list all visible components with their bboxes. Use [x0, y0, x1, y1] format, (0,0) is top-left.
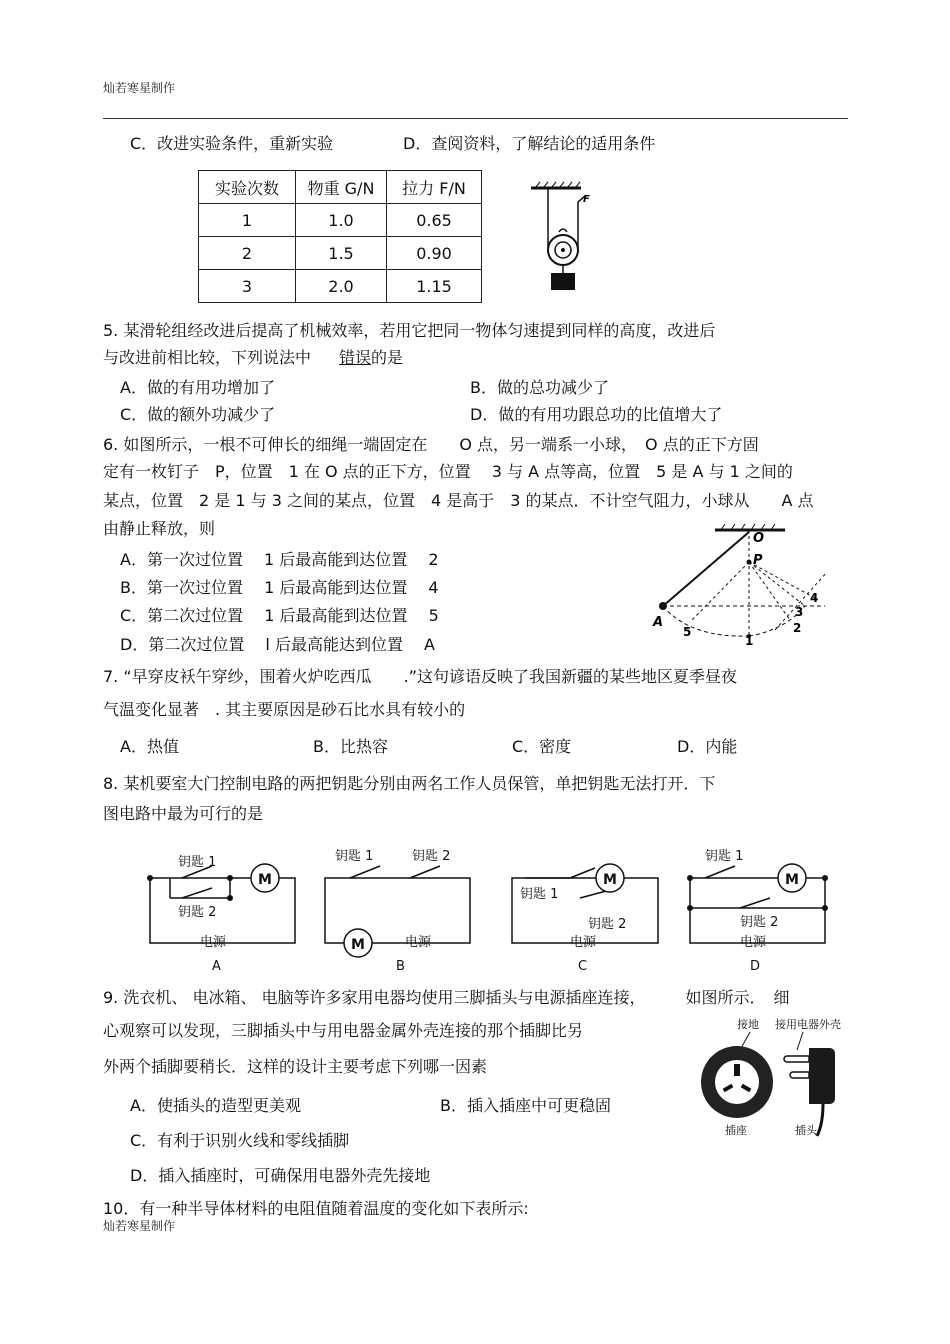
q9-option-d: D．插入插座时，可确保用电器外壳先接地	[130, 1166, 431, 1185]
label-plug: 插头	[795, 1124, 817, 1137]
q6-stem-4: 由静止释放，则	[103, 519, 216, 538]
motor-d: M	[785, 872, 799, 888]
q5-option-d: D．做的有用功跟总功的比值增大了	[470, 405, 723, 424]
table-header: 拉力 F/N	[387, 171, 482, 204]
q5-emphasis: 错误	[339, 348, 372, 367]
q5-stem-2-pre: 与改进前相比较，下列说法中	[103, 348, 312, 367]
key1-c: 钥匙 1	[520, 887, 559, 902]
circuit-letter-c: C	[578, 959, 588, 974]
label-4: 4	[810, 591, 819, 605]
table-cell: 1.5	[296, 237, 387, 270]
motor-a: M	[258, 872, 272, 888]
header-rule	[103, 118, 848, 119]
table-cell: 2.0	[296, 270, 387, 303]
label-1: 1	[745, 634, 754, 645]
table-row	[199, 237, 482, 270]
power-a: 电源	[200, 935, 227, 950]
q7-option-a: A．热值	[120, 737, 179, 756]
q9-option-a: A．使插头的造型更美观	[130, 1096, 301, 1115]
q8-stem-1: 8. 某机要室大门控制电路的两把钥匙分别由两名工作人员保管，单把钥匙无法打开．下	[103, 774, 716, 793]
label-5: 5	[683, 625, 692, 639]
q9-option-c: C．有利于识别火线和零线插脚	[130, 1131, 350, 1150]
q9-option-b: B．插入插座中可更稳固	[440, 1096, 611, 1115]
q6-option-b: B．第一次过位置 1 后最高能到达位置 4	[120, 578, 439, 597]
power-b: 电源	[405, 935, 432, 950]
table-cell: 3	[199, 270, 296, 303]
q6-stem-1: 6. 如图所示，一根不可伸长的细绳一端固定在 O 点，另一端系一小球， O 点的正下方固	[103, 435, 759, 454]
q7-option-d: D．内能	[677, 737, 738, 756]
key1-a: 钥匙 1	[178, 855, 217, 870]
motor-c: M	[603, 872, 617, 888]
q6-stem-3: 某点，位置 2 是 1 与 3 之间的某点，位置 4 是高于 3 的某点．不计空气阻力，小球从 A 点	[103, 491, 814, 510]
label-ground: 接地	[737, 1018, 759, 1031]
q9-stem-1: 9. 洗衣机、 电冰箱、 电脑等许多家用电器均使用三脚插头与电源插座连接， 如图所示． 细	[103, 988, 790, 1007]
key2-d: 钥匙 2	[740, 915, 779, 930]
q7-stem-1: 7. “早穿皮袄午穿纱，围着火炉吃西瓜 .”这句谚语反映了我国新疆的某些地区夏季昼夜	[103, 667, 738, 686]
motor-b: M	[351, 937, 365, 953]
q6-option-d: D．第二次过位置 l 后最高能达到位置 A	[120, 635, 435, 654]
key2-c: 钥匙 2	[588, 917, 627, 932]
label-socket: 插座	[725, 1124, 747, 1137]
key1-b: 钥匙 1	[335, 849, 374, 864]
circuit-letter-b: B	[396, 959, 405, 974]
q9-stem-2: 心观察可以发现，三脚插头中与用电器金属外壳连接的那个插脚比另	[103, 1021, 584, 1040]
q10-stem: 10．有一种半导体材料的电阻值随着温度的变化如下表所示:	[103, 1199, 529, 1218]
table-header-row	[199, 171, 482, 204]
q5-option-b: B．做的总功减少了	[470, 378, 609, 397]
q5-option-a: A．做的有用功增加了	[120, 378, 275, 397]
label-o: O	[753, 531, 765, 546]
table-cell: 2	[199, 237, 296, 270]
q5-stem-1: 5. 某滑轮组经改进后提高了机械效率，若用它把同一物体匀速提到同样的高度，改进后	[103, 321, 716, 340]
table-cell: 0.65	[387, 204, 482, 237]
q9-stem-3: 外两个插脚要稍长．这样的设计主要考虑下列哪一因素	[103, 1057, 488, 1076]
label-p: P	[753, 553, 763, 568]
label-a: A	[653, 615, 664, 630]
table-cell: 1	[199, 204, 296, 237]
q7-option-c: C．密度	[512, 737, 572, 756]
table-cell: 1.0	[296, 204, 387, 237]
circuit-letter-a: A	[212, 959, 221, 974]
page-footer: 灿若寒星制作	[103, 1219, 176, 1233]
q7-stem-2: 气温变化显著 . 其主要原因是砂石比水具有较小的	[103, 700, 466, 719]
circuit-letter-d: D	[750, 959, 761, 974]
q5-stem-2	[103, 345, 403, 368]
key2-a: 钥匙 2	[178, 905, 217, 920]
q5-option-c: C．做的额外功减少了	[120, 405, 276, 424]
table-header: 实验次数	[199, 171, 296, 204]
table-cell: 1.15	[387, 270, 482, 303]
pulley-figure	[525, 180, 595, 295]
key2-b: 钥匙 2	[412, 849, 451, 864]
force-label: F	[583, 194, 590, 205]
label-3: 3	[795, 605, 804, 619]
prev-option-c: C．改进实验条件，重新实验	[130, 134, 334, 153]
label-2: 2	[793, 621, 802, 635]
q7-option-b: B．比热容	[313, 737, 388, 756]
table-header: 物重 G/N	[296, 171, 387, 204]
q6-stem-2: 定有一枚钉子 P，位置 1 在 O 点的正下方，位置 3 与 A 点等高，位置 5 是 A 与 1 之间的	[103, 462, 793, 481]
label-case: 接用电器外壳	[775, 1018, 841, 1031]
prev-option-d: D．查阅资料，了解结论的适用条件	[403, 134, 656, 153]
q6-option-a: A．第一次过位置 1 后最高能到达位置 2	[120, 550, 439, 569]
q5-stem-2-post: 的是	[371, 348, 404, 367]
table-row	[199, 270, 482, 303]
power-d: 电源	[740, 935, 767, 950]
table-cell: 0.90	[387, 237, 482, 270]
power-c: 电源	[570, 935, 597, 950]
key1-d: 钥匙 1	[705, 849, 744, 864]
q6-option-c: C．第二次过位置 1 后最高能到达位置 5	[120, 606, 439, 625]
experiment-table	[198, 170, 482, 303]
pendulum-figure	[645, 520, 845, 645]
page-header: 灿若寒星制作	[103, 81, 176, 95]
plug-socket-figure	[695, 1012, 855, 1142]
table-row	[199, 204, 482, 237]
q8-stem-2: 图电路中最为可行的是	[103, 804, 264, 823]
circuit-diagrams	[140, 838, 840, 978]
